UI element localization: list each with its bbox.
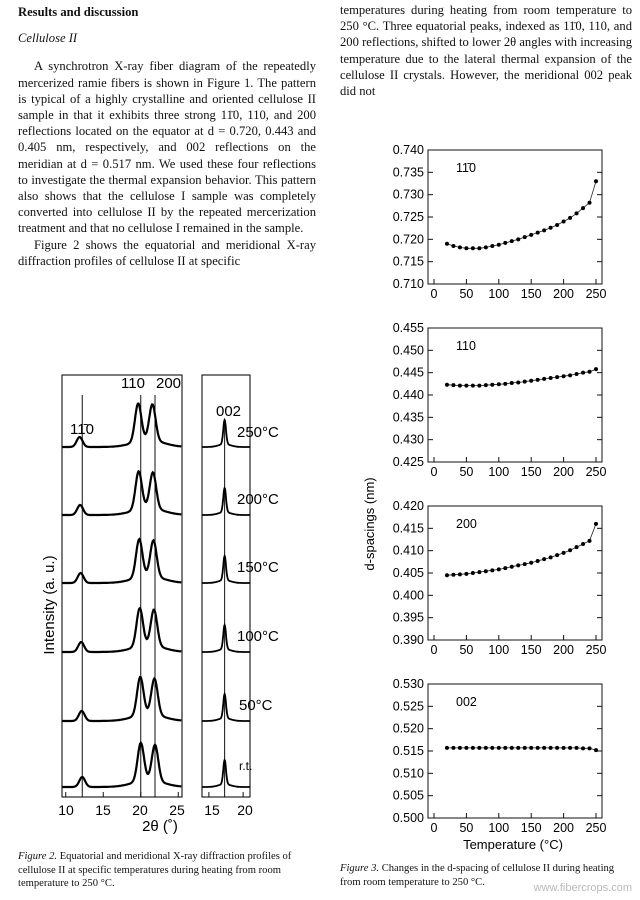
data-point [529, 233, 533, 237]
y-tick-label: 0.515 [392, 744, 424, 758]
data-point [549, 376, 553, 380]
data-point [458, 245, 462, 249]
data-point [568, 373, 572, 377]
data-point [510, 239, 514, 243]
panel-1 [393, 143, 607, 301]
data-point [490, 244, 494, 248]
temp-label-100: 100°C [237, 628, 279, 645]
panel-frame [428, 328, 602, 462]
data-point [484, 746, 488, 750]
data-point [555, 375, 559, 379]
equatorial-profile [62, 743, 181, 787]
data-point [568, 746, 572, 750]
data-point [594, 748, 598, 752]
x-tick-label: 100 [488, 643, 510, 657]
data-point [510, 381, 514, 385]
data-point [542, 746, 546, 750]
figure-2-caption-text: Equatorial and meridional X-ray diffraction profiles of cellulose II at specific temperatures during heating from room temperature to 250 °C. [18, 851, 292, 889]
y-tick-label: 0.510 [392, 766, 424, 781]
data-point [477, 246, 481, 250]
panel-3 [393, 499, 607, 657]
data-point [464, 572, 468, 576]
data-point [536, 231, 540, 235]
figure-2-xlabel: 2θ (˚) [142, 818, 178, 835]
figure-3-xlabel: Temperature (°C) [463, 837, 563, 852]
figure-2-curves [62, 404, 253, 787]
y-tick-label: 0.520 [392, 721, 424, 736]
data-point [510, 746, 514, 750]
equatorial-profile [62, 471, 181, 515]
x-tick-label: 100 [488, 287, 510, 301]
y-tick-label: 0.415 [392, 521, 424, 536]
x-tick-label: 50 [459, 821, 474, 835]
data-point [516, 563, 520, 567]
data-point [536, 746, 540, 750]
data-point [581, 746, 585, 750]
paragraph-2: Figure 2 shows the equatorial and meridional X-ray diffraction profiles of cellulose II at specific [18, 237, 316, 268]
data-point [568, 548, 572, 552]
y-tick-label: 0.710 [392, 277, 424, 291]
figure-3-caption-label: Figure 3. [340, 863, 380, 874]
y-tick-label: 0.505 [392, 788, 424, 803]
data-point [562, 746, 566, 750]
data-point [594, 367, 598, 371]
x-tick-label: 200 [553, 287, 575, 301]
data-point [529, 379, 533, 383]
y-tick-label: 0.725 [392, 210, 424, 224]
x-tick-label: 0 [430, 465, 438, 479]
data-point [490, 383, 494, 387]
panel-frame [428, 150, 602, 284]
peak-label-200: 200 [156, 375, 182, 392]
trend-line [447, 748, 596, 750]
y-tick-label: 0.400 [392, 588, 424, 603]
data-point [542, 228, 546, 232]
data-point [458, 384, 462, 388]
y-tick-label: 0.730 [392, 187, 424, 202]
panel-label: 002 [456, 695, 477, 709]
data-point [451, 383, 455, 387]
data-point [575, 372, 579, 376]
y-tick-label: 0.530 [392, 677, 424, 691]
data-point [516, 380, 520, 384]
data-point [549, 555, 553, 559]
data-point [445, 383, 449, 387]
x-tick-label: 250 [585, 465, 607, 479]
data-point [523, 235, 527, 239]
x-tick-25: 25 [169, 802, 185, 818]
y-tick-label: 0.455 [392, 321, 424, 335]
paragraph-right: temperatures during heating from room temperature to 250 °C. Three equatorial peaks, indexed as 11̄0, 110, and 200 reflections, shifted to lower 2θ angles with increasing temperature due to the lateral thermal expansion of the cellulose II crystals. However, the meridional 002 peak did not [340, 3, 632, 99]
temp-label-150: 150°C [237, 559, 279, 576]
x-tick-label: 250 [585, 643, 607, 657]
data-point [529, 561, 533, 565]
data-point [555, 746, 559, 750]
y-tick-label: 0.430 [392, 432, 424, 447]
data-point [445, 746, 449, 750]
right-column [340, 2, 632, 99]
subsection-heading: Cellulose II [18, 31, 78, 46]
y-tick-label: 0.425 [392, 455, 424, 469]
panel-label: 110 [456, 339, 476, 353]
data-point [523, 380, 527, 384]
left-column [18, 4, 316, 269]
data-point [536, 378, 540, 382]
data-point [516, 237, 520, 241]
y-tick-label: 0.525 [392, 699, 424, 714]
data-point [562, 551, 566, 555]
y-tick-label: 0.715 [392, 254, 424, 269]
data-point [458, 572, 462, 576]
y-tick-label: 0.740 [392, 143, 424, 157]
data-point [477, 570, 481, 574]
y-tick-label: 0.395 [392, 610, 424, 625]
data-point [529, 746, 533, 750]
panel-label: 200 [456, 517, 477, 531]
x-tick-label: 50 [459, 465, 474, 479]
data-point [477, 746, 481, 750]
y-tick-label: 0.405 [392, 566, 424, 580]
data-point [484, 383, 488, 387]
data-point [503, 241, 507, 245]
data-point [464, 246, 468, 250]
peak-label-110: 110 [121, 375, 145, 392]
paragraph-1: A synchrotron X-ray fiber diagram of the repeatedly mercerized ramie fibers is shown in Figure 1. The pattern is typical of a highly crystalline and oriented cellulose II sample in that it exhibits three strong 11̄0, 110, and 200 reflections located on the equator at d = 0.720, 0.443 and 0.405 nm, respectively, and 002 reflections on the meridian at d = 0.517 nm. We used these four reflections to investigate the thermal expansion behavior. This pattern also shows that the cellulose I sample was completely converted into cellulose II by the repeated mercerization treatment and that no cellulose I remained in the sample. [18, 59, 316, 236]
data-point [542, 377, 546, 381]
data-point [451, 573, 455, 577]
data-point [484, 569, 488, 573]
data-point [503, 746, 507, 750]
data-point [464, 384, 468, 388]
data-point [484, 245, 488, 249]
trend-line [447, 369, 596, 386]
data-point [562, 219, 566, 223]
x-tick-15: 15 [95, 802, 111, 818]
panel-frame [428, 684, 602, 818]
equatorial-profile [62, 539, 181, 583]
temp-label-50: 50°C [239, 697, 273, 714]
y-tick-label: 0.410 [392, 543, 424, 558]
x-tick-label: 150 [520, 821, 542, 835]
data-point [588, 746, 592, 750]
figure-3-d-spacing-plots [362, 142, 612, 857]
data-point [536, 559, 540, 563]
data-point [471, 746, 475, 750]
data-point [497, 382, 501, 386]
data-point [451, 244, 455, 248]
data-point [497, 567, 501, 571]
y-tick-label: 0.390 [392, 633, 424, 647]
x-tick-label: 200 [553, 643, 575, 657]
x-tick-20: 20 [132, 802, 148, 818]
x-tick-label: 50 [459, 643, 474, 657]
figure-2-caption-label: Figure 2. [18, 851, 58, 862]
data-point [471, 571, 475, 575]
x-tick-label: 150 [520, 465, 542, 479]
data-point [516, 746, 520, 750]
y-tick-label: 0.440 [392, 388, 424, 402]
data-point [549, 746, 553, 750]
x-tick-label: 50 [459, 287, 474, 301]
data-point [523, 746, 527, 750]
x-tick-label: 200 [553, 465, 575, 479]
y-tick-label: 0.435 [392, 410, 424, 425]
data-point [490, 568, 494, 572]
figure-3-panels [393, 143, 607, 835]
x-tick-label: 100 [488, 465, 510, 479]
equatorial-profile [62, 608, 181, 652]
x-tick-label: 150 [520, 643, 542, 657]
x-tick-m20: 20 [237, 802, 253, 818]
data-point [581, 206, 585, 210]
y-tick-label: 0.420 [392, 499, 424, 513]
data-point [594, 179, 598, 183]
figure-2-diffraction-profiles [40, 365, 300, 840]
y-tick-label: 0.500 [392, 811, 424, 825]
data-point [555, 223, 559, 227]
temp-label-rt: r.t. [239, 759, 253, 773]
data-point [497, 746, 501, 750]
x-tick-label: 0 [430, 287, 438, 301]
y-tick-label: 0.735 [392, 165, 424, 180]
figure-3-ylabel: d-spacings (nm) [362, 477, 377, 571]
data-point [581, 371, 585, 375]
x-tick-label: 250 [585, 821, 607, 835]
x-tick-label: 100 [488, 821, 510, 835]
panel-2 [393, 321, 607, 479]
data-point [503, 382, 507, 386]
trend-line [447, 181, 596, 248]
data-point [510, 565, 514, 569]
data-point [445, 242, 449, 246]
data-point [458, 746, 462, 750]
data-point [471, 384, 475, 388]
data-point [575, 746, 579, 750]
data-point [464, 746, 468, 750]
figure-2-ylabel: Intensity (a. u.) [41, 555, 58, 655]
y-tick-label: 0.450 [392, 343, 424, 358]
data-point [477, 384, 481, 388]
data-point [555, 553, 559, 557]
panel-label: 11̄0 [456, 161, 476, 175]
peak-label-1-10: 11̄0 [70, 421, 94, 438]
x-tick-label: 150 [520, 287, 542, 301]
data-point [581, 542, 585, 546]
x-tick-label: 200 [553, 821, 575, 835]
x-tick-label: 250 [585, 287, 607, 301]
figure-3-caption-text: Changes in the d-spacing of cellulose II during heating from room temperature to 250 °C. [340, 863, 615, 888]
section-heading: Results and discussion [18, 5, 139, 19]
x-tick-label: 0 [430, 821, 438, 835]
y-tick-label: 0.445 [392, 365, 424, 380]
data-point [445, 573, 449, 577]
data-point [575, 211, 579, 215]
data-point [523, 562, 527, 566]
data-point [588, 370, 592, 374]
data-point [542, 557, 546, 561]
data-point [588, 201, 592, 205]
panel-4 [393, 677, 607, 835]
trend-line [447, 524, 596, 575]
figure-2-caption [18, 850, 314, 891]
peak-label-002: 002 [216, 403, 242, 420]
temp-label-200: 200°C [237, 491, 279, 508]
x-tick-m15: 15 [204, 802, 220, 818]
data-point [497, 243, 501, 247]
x-tick-label: 0 [430, 643, 438, 657]
data-point [549, 226, 553, 230]
data-point [588, 539, 592, 543]
data-point [575, 545, 579, 549]
x-tick-10: 10 [58, 802, 74, 818]
data-point [562, 374, 566, 378]
data-point [594, 522, 598, 526]
equatorial-profile [62, 677, 181, 721]
y-tick-label: 0.720 [392, 232, 424, 247]
data-point [490, 746, 494, 750]
temp-label-250: 250°C [237, 424, 279, 441]
data-point [471, 246, 475, 250]
data-point [451, 746, 455, 750]
data-point [568, 216, 572, 220]
data-point [503, 566, 507, 570]
watermark: www.fibercrops.com [533, 882, 632, 894]
